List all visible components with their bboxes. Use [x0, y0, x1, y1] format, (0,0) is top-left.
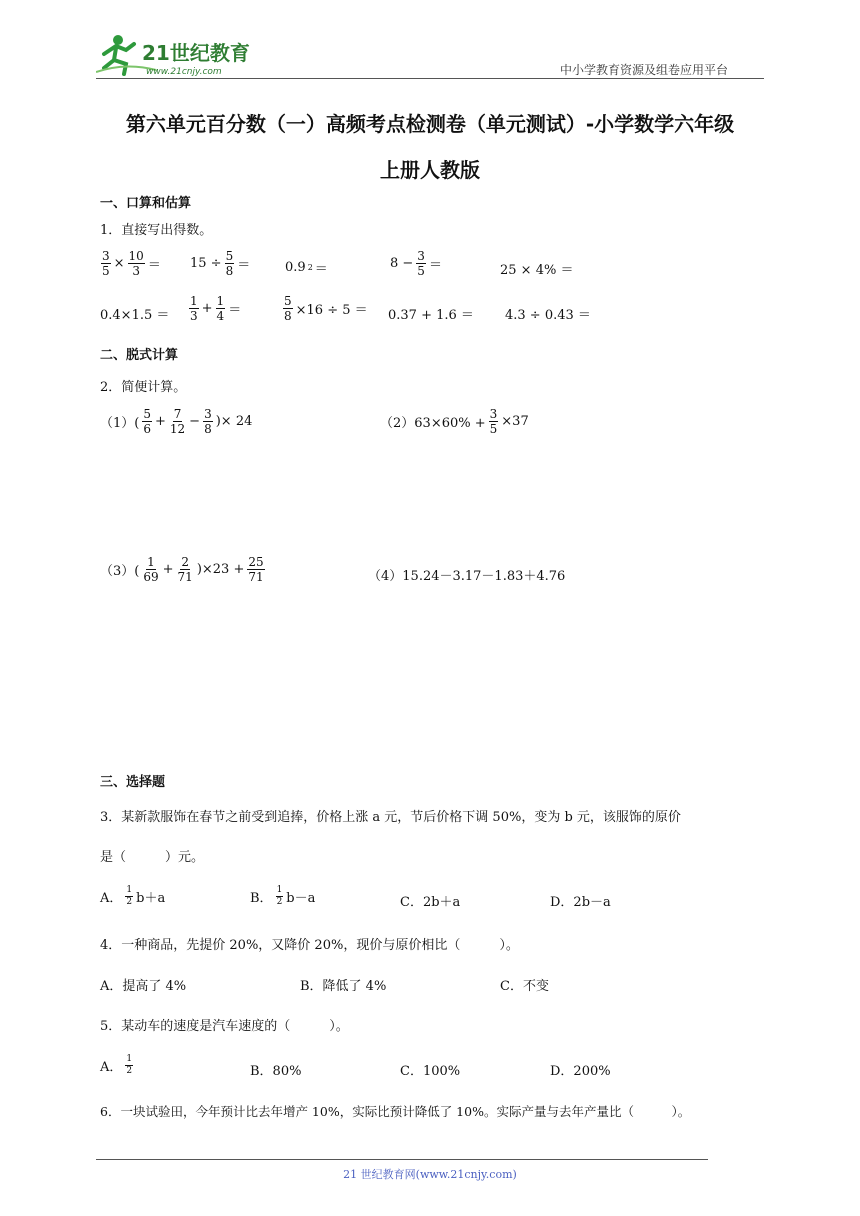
section-heading-mental-math: 一、口算和估算	[100, 196, 192, 211]
fraction: $\frac{2}{71}$	[177, 555, 193, 584]
fraction: $\frac{1}{69}$	[143, 555, 159, 584]
question-3-stem: 3．某新款服饰在春节之前受到追捧，价格上涨 a 元，节后价格下调 50%，变为 b 元，该服饰的原价	[100, 810, 681, 825]
fraction: $\frac{5}{8}$	[225, 249, 234, 278]
q1-expr-4: 8 − $\frac{3}{5}$ ＝	[390, 249, 442, 278]
fraction: $\frac{25}{71}$	[248, 555, 264, 584]
fraction: $\frac{3}{5}$	[102, 249, 110, 278]
fraction: $\frac{5}{8}$	[284, 294, 292, 323]
question-6-stem: 6．一块试验田，今年预计比去年增产 10%，实际比预计降低了 10%。实际产量与去年产量比（ ）。	[100, 1104, 691, 1119]
fraction: $\frac{1}{2}$	[126, 885, 133, 907]
q1-expr-7: $\frac{1}{3}$ + $\frac{1}{4}$ ＝	[190, 294, 242, 323]
q1-expr-2: 15 ÷ $\frac{5}{8}$ ＝	[190, 249, 251, 278]
question-3-stem-line2: 是（ ）元。	[100, 850, 205, 865]
q2-part-3: （3）( $\frac{1}{69}$ + $\frac{2}{71}$ )×23 + $\frac{25}{71}$	[100, 555, 264, 584]
q1-expr-10: 4.3 ÷ 0.43 ＝	[505, 308, 591, 323]
q4-option-a: A．提高了 4%	[100, 979, 187, 994]
fraction: $\frac{3}{5}$	[489, 407, 498, 436]
q5-option-d: D．200%	[550, 1064, 611, 1079]
q1-expr-9: 0.37 + 1.6 ＝	[388, 308, 474, 323]
fraction: $\frac{1}{3}$	[190, 294, 198, 323]
fraction: $\frac{3}{8}$	[204, 407, 212, 436]
q1-expr-1: $\frac{3}{5}$ × $\frac{10}{3}$ ＝	[102, 249, 161, 278]
fraction: $\frac{1}{4}$	[216, 294, 225, 323]
q3-option-d: D．2b－a	[550, 895, 611, 910]
logo-text: 21世纪教育	[142, 41, 250, 65]
q4-option-c: C．不变	[500, 979, 549, 994]
question-1-stem: 1．直接写出得数。	[100, 223, 213, 238]
question-4-stem: 4．一种商品，先提价 20%，又降价 20%，现价与原价相比（ ）。	[100, 938, 519, 953]
q5-option-b: B．80%	[250, 1064, 302, 1079]
q3-option-b: B． $\frac{1}{2}$ b－a	[250, 885, 316, 907]
q5-option-c: C．100%	[400, 1064, 461, 1079]
question-2-stem: 2．简便计算。	[100, 380, 187, 395]
q1-expr-3: 0.9 2 ＝	[285, 260, 328, 277]
fraction: $\frac{3}{5}$	[417, 249, 425, 278]
q2-part-4: （4）15.24－3.17－1.83＋4.76	[368, 569, 566, 584]
page-title: 第六单元百分数（一）高频考点检测卷（单元测试）-小学数学六年级	[125, 112, 735, 136]
logo-url: www.21cnjy.com	[146, 67, 222, 77]
fraction: $\frac{5}{6}$	[143, 407, 151, 436]
fraction: $\frac{10}{3}$	[128, 249, 144, 278]
question-5-stem: 5．某动车的速度是汽车速度的（ ）。	[100, 1019, 349, 1034]
q3-option-c: C．2b＋a	[400, 895, 461, 910]
fraction: $\frac{7}{12}$	[169, 407, 186, 436]
fraction: $\frac{1}{2}$	[276, 885, 283, 907]
q4-option-b: B．降低了 4%	[300, 979, 387, 994]
fraction: $\frac{1}{2}$	[126, 1054, 133, 1076]
footer-divider	[96, 1159, 708, 1160]
header-divider	[96, 78, 764, 79]
q1-expr-6: 0.4×1.5 ＝	[100, 308, 170, 323]
runner-logo-icon	[96, 32, 266, 78]
platform-name: 中小学教育资源及组卷应用平台	[560, 63, 729, 77]
q5-option-a: A． $\frac{1}{2}$	[100, 1054, 133, 1076]
section-heading-calculation: 二、脱式计算	[100, 348, 179, 363]
q3-option-a: A． $\frac{1}{2}$ b＋a	[100, 885, 166, 907]
section-heading-multiple-choice: 三、选择题	[100, 775, 166, 790]
footer-link[interactable]: 21 世纪教育网(www.21cnjy.com)	[343, 1168, 517, 1181]
q2-part-2: （2）63×60% + $\frac{3}{5}$ ×37	[380, 407, 529, 436]
q2-part-1: （1）( $\frac{5}{6}$ + $\frac{7}{12}$ − $\frac{3}{8}$ )× 24	[100, 407, 253, 436]
site-logo	[96, 32, 266, 78]
q1-expr-5: 25 × 4% ＝	[500, 263, 574, 278]
page-title-line2: 上册人教版	[380, 158, 480, 182]
q1-expr-8: $\frac{5}{8}$ ×16 ÷ 5 ＝	[284, 294, 368, 323]
